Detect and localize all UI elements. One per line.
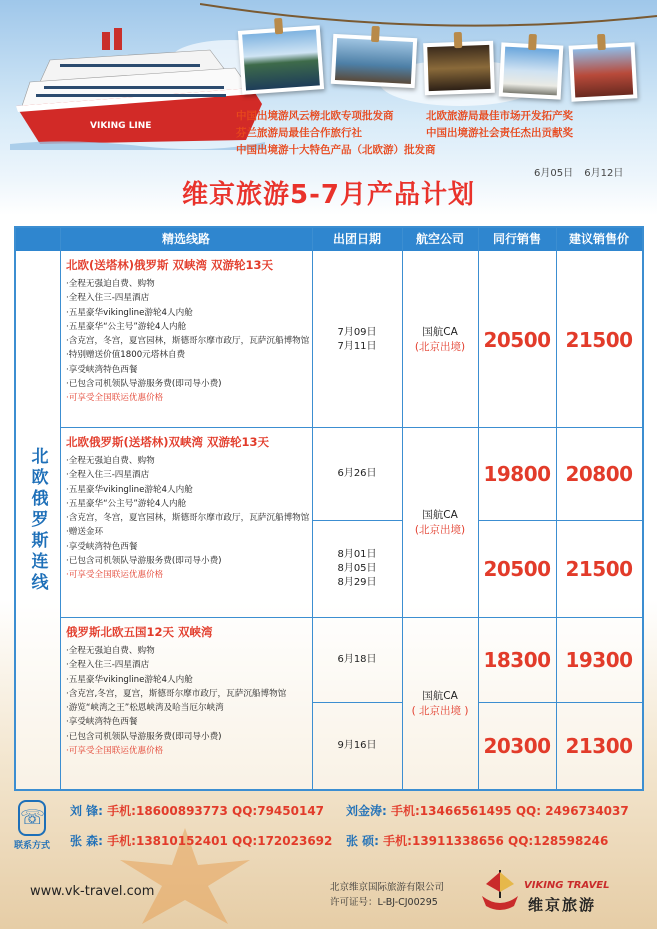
- company-info: [330, 880, 444, 910]
- departure-date: 9月16日: [337, 740, 377, 751]
- route-feature: ·享受峡湾特色西餐: [66, 541, 138, 552]
- photo-cathedral: [499, 42, 564, 99]
- contact-person: [70, 802, 324, 819]
- contact-qq[interactable]: QQ:128598246: [508, 834, 609, 848]
- route-block: [66, 624, 286, 758]
- contact-person: [70, 832, 332, 849]
- route-feature: ·全程入住三-四星酒店: [66, 293, 150, 304]
- region-label: [16, 251, 60, 789]
- awards-right: [426, 108, 573, 142]
- ship-hull-text: VIKING LINE: [90, 121, 152, 131]
- peer-price-cell: [478, 428, 556, 520]
- award-item: 中国出境游十大特色产品（北欧游）批发商: [236, 144, 436, 156]
- airline-cell: [402, 252, 478, 427]
- departure-date: 6月26日: [337, 468, 377, 479]
- company-name: 北京维京国际旅游有限公司: [330, 882, 445, 893]
- contact-name: 张 硕:: [346, 834, 379, 848]
- region-text: 北欧俄罗斯连线: [27, 446, 48, 594]
- departure-date: 6月18日: [337, 654, 377, 665]
- route-feature: ·全程入住三-四星酒店: [66, 660, 150, 671]
- suggested-price-cell: [556, 618, 642, 702]
- product-table: [14, 226, 644, 791]
- header-date: 出团日期: [332, 232, 381, 246]
- phone-icon: ☏: [18, 800, 46, 836]
- route-feature: ·五星豪华“公主号”游轮4人内舱: [66, 498, 187, 509]
- departure-dates: [312, 618, 402, 702]
- suggested-price: 21500: [565, 557, 633, 581]
- peer-price: 20500: [483, 557, 551, 581]
- awards-left: [236, 108, 436, 159]
- award-item: 中国出境游风云榜北欧专项批发商: [236, 110, 394, 122]
- contact-label: 联系方式: [14, 841, 51, 851]
- route-feature: ·含克宫，冬宫，夏宫园林，斯德哥尔摩市政厅，瓦萨沉船博物馆: [66, 336, 310, 347]
- route-note: ·可享受全国联运优惠价格: [66, 746, 164, 757]
- route-feature: ·全程无强迫自费、购物: [66, 646, 155, 656]
- logo-text-cn: 维京旅游: [528, 896, 597, 914]
- airline-cell: [402, 428, 478, 617]
- route-feature: ·五星豪华“公主号”游轮4人内舱: [66, 321, 187, 332]
- airline-name: 国航CA: [422, 689, 458, 702]
- route-note: ·可享受全国联运优惠价格: [66, 393, 164, 404]
- route-feature: ·含克宫，冬宫，夏宫园林，斯德哥尔摩市政厅，瓦萨沉船博物馆: [66, 513, 310, 524]
- route-title: 俄罗斯北欧五国12天 双峡湾: [66, 625, 213, 639]
- route-feature: ·全程无强迫自费、购物: [66, 279, 155, 289]
- departure-date: 8月05日: [337, 563, 377, 574]
- route-block: [66, 434, 309, 583]
- contact-qq[interactable]: QQ:79450147: [232, 804, 325, 818]
- departure-date: 8月29日: [337, 577, 377, 588]
- route-feature: ·享受峡湾特色西餐: [66, 717, 138, 728]
- suggested-price: 21300: [565, 734, 633, 758]
- airline-cell: [402, 618, 478, 789]
- contact-person: [346, 802, 629, 819]
- header-airline: 航空公司: [415, 232, 464, 246]
- logo-text-en: VIKING TRAVEL: [524, 880, 610, 891]
- departure-dates: [312, 252, 402, 427]
- departure-date: 7月11日: [337, 340, 377, 352]
- route-feature: ·已包含司机领队导游服务费(即司导小费): [66, 379, 222, 390]
- divider: [60, 228, 61, 789]
- contact-name: 刘 锋:: [70, 804, 103, 818]
- table-header: [16, 228, 642, 251]
- peer-price: 19800: [483, 462, 551, 486]
- contact-name: 刘金涛:: [346, 804, 387, 818]
- departure-dates: [312, 428, 402, 520]
- departure-date: 7月09日: [337, 326, 377, 338]
- website-link[interactable]: www.vk-travel.com: [30, 884, 155, 899]
- route-feature: ·赠送金环: [66, 527, 104, 538]
- contact-name: 张 森:: [70, 834, 103, 848]
- airline-departure: (北京出境): [414, 523, 466, 536]
- route-feature: ·五星豪华vikingline游轮4人内舱: [66, 484, 193, 495]
- contact-mobile[interactable]: 手机:13911338656: [383, 834, 504, 848]
- peer-price-cell: [478, 252, 556, 427]
- route-feature: ·享受峡湾特色西餐: [66, 364, 138, 375]
- peer-price: 20500: [483, 327, 551, 352]
- header-peer-price: 同行销售: [492, 232, 541, 246]
- contact-qq[interactable]: QQ:172023692: [232, 834, 333, 848]
- contact-qq[interactable]: QQ: 2496734037: [515, 804, 629, 818]
- route-feature: ·游览“峡湾之王”松恩峡湾及哈当厄尔峡湾: [66, 703, 224, 714]
- award-item: 芬兰旅游局最佳合作旅行社: [236, 127, 362, 139]
- airline-departure: ( 北京出境 ): [411, 704, 469, 717]
- route-feature: ·全程入住三-四星酒店: [66, 470, 150, 481]
- peer-price-cell: [478, 703, 556, 789]
- header-route: 精选线路: [161, 232, 210, 246]
- viking-ship-logo-icon: [478, 866, 522, 916]
- route-feature: ·特别赠送价值1800元塔林自费: [66, 350, 186, 361]
- route-feature: ·已包含司机领队导游服务费(即司导小费): [66, 556, 222, 567]
- photo-kremlin: [569, 42, 638, 101]
- update-date: 6月12日: [584, 168, 624, 179]
- header-suggested-price: 建议销售价: [568, 232, 629, 246]
- license-number: 许可证号：L-BJ-CJ00295: [330, 897, 438, 908]
- route-feature: ·全程无强迫自费、购物: [66, 456, 155, 466]
- update-date: 6月05日: [534, 168, 574, 179]
- photo-fjord: [238, 25, 324, 95]
- contact-mobile[interactable]: 手机:13810152401: [107, 834, 228, 848]
- suggested-price: 21500: [565, 327, 633, 352]
- airline-name: 国航CA: [422, 325, 458, 338]
- page-title: 维京旅游5-7月产品计划: [182, 180, 475, 210]
- suggested-price: 19300: [565, 648, 633, 672]
- suggested-price: 20800: [565, 462, 633, 486]
- departure-dates: [312, 703, 402, 789]
- peer-price: 20300: [483, 734, 551, 758]
- award-item: 中国出境游社会责任杰出贡献奖: [426, 127, 573, 139]
- photo-ship-museum: [423, 41, 495, 95]
- photo-mermaid: [331, 34, 418, 88]
- contact-mobile[interactable]: 手机:13466561495: [391, 804, 512, 818]
- route-feature: ·五星豪华vikingline游轮4人内舱: [66, 674, 193, 685]
- route-block: [66, 257, 309, 406]
- contact-mobile[interactable]: 手机:18600893773: [107, 804, 228, 818]
- route-title: 北欧(送塔林)俄罗斯 双峡湾 双游轮13天: [66, 258, 274, 272]
- peer-price: 18300: [483, 648, 551, 672]
- route-feature: ·五星豪华vikingline游轮4人内舱: [66, 307, 193, 318]
- airline-departure: (北京出境): [414, 340, 466, 353]
- route-title: 北欧俄罗斯(送塔林)双峡湾 双游轮13天: [66, 435, 270, 449]
- peer-price-cell: [478, 521, 556, 617]
- suggested-price-cell: [556, 521, 642, 617]
- departure-date: 8月01日: [337, 549, 377, 560]
- route-feature: ·含克宫,冬宫，夏宫，斯德哥尔摩市政厅，瓦萨沉船博物馆: [66, 688, 287, 699]
- route-feature: ·已包含司机领队导游服务费(即司导小费): [66, 731, 222, 742]
- peer-price-cell: [478, 618, 556, 702]
- route-note: ·可享受全国联运优惠价格: [66, 570, 164, 581]
- airline-name: 国航CA: [422, 508, 458, 521]
- award-item: 北欧旅游局最佳市场开发拓产奖: [426, 110, 573, 122]
- suggested-price-cell: [556, 252, 642, 427]
- suggested-price-cell: [556, 703, 642, 789]
- departure-dates: [312, 521, 402, 617]
- contact-person: [346, 832, 608, 849]
- suggested-price-cell: [556, 428, 642, 520]
